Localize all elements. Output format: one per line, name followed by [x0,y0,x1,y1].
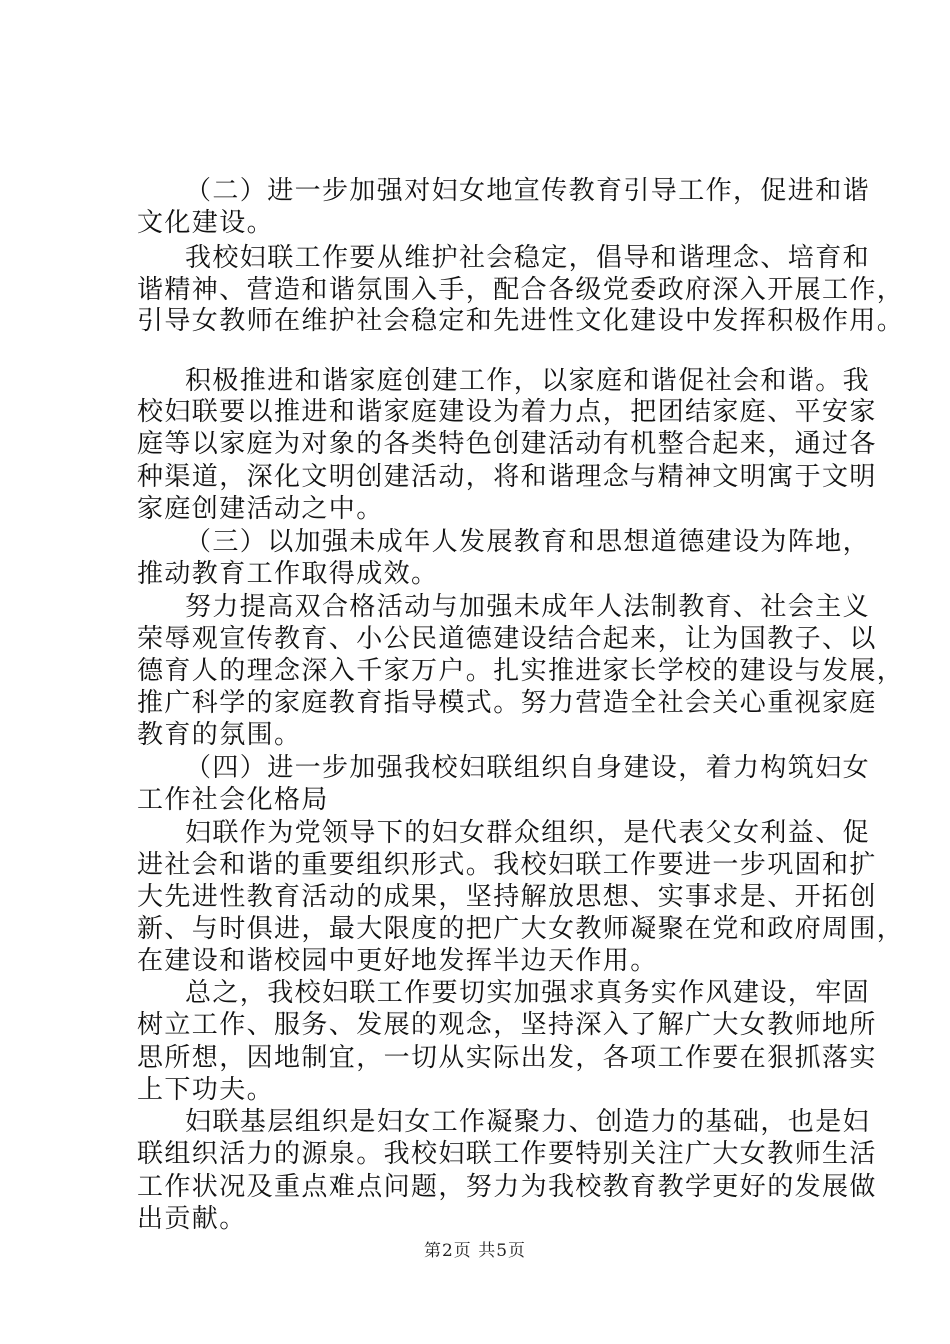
text-line: 总之，我校妇联工作要切实加强求真务实作风建设，牢固 [185,978,871,1008]
text-line: 树立工作、服务、发展的观念，坚持深入了解广大女教师地所 [137,1010,877,1040]
text-line: 出贡献。 [137,1204,247,1234]
text-line: 荣辱观宣传教育、小公民道德建设结合起来，让为国教子、以 [137,624,877,654]
text-line: （二）进一步加强对妇女地宣传教育引导工作，促进和谐 [185,176,871,206]
text-line: 大先进性教育活动的成果，坚持解放思想、实事求是、开拓创 [137,882,877,912]
text-line: 思所想，因地制宜，一切从实际出发，各项工作要在狠抓落实 [137,1043,877,1073]
text-line: 进社会和谐的重要组织形式。我校妇联工作要进一步巩固和扩 [137,850,877,880]
text-line: （四）进一步加强我校妇联组织自身建设，着力构筑妇女 [185,753,871,783]
text-line: 积极推进和谐家庭创建工作，以家庭和谐促社会和谐。我 [185,366,871,396]
text-line: 工作社会化格局 [137,785,329,815]
text-line: 我校妇联工作要从维护社会稳定，倡导和谐理念、培育和 [185,243,871,273]
text-line: 在建设和谐校园中更好地发挥半边天作用。 [137,946,658,976]
text-line: 上下功夫。 [137,1075,275,1105]
text-line: 推广科学的家庭教育指导模式。努力营造全社会关心重视家庭 [137,688,877,718]
text-line: 工作状况及重点难点问题，努力为我校教育教学更好的发展做 [137,1172,877,1202]
text-line: 种渠道，深化文明创建活动，将和谐理念与精神文明寓于文明 [137,462,877,492]
text-line: （三）以加强未成年人发展教育和思想道德建设为阵地， [185,527,871,557]
text-line: 引导女教师在维护社会稳定和先进性文化建设中发挥积极作用。 [137,306,905,336]
text-line: 联组织活力的源泉。我校妇联工作要特别关注广大女教师生活 [137,1139,877,1169]
page-number-footer: 第2页 共5页 [423,1241,527,1261]
text-line: 校妇联要以推进和谐家庭建设为着力点，把团结家庭、平安家 [137,397,877,427]
text-line: 妇联作为党领导下的妇女群众组织，是代表父女利益、促 [185,818,871,848]
text-line: 谐精神、营造和谐氛围入手，配合各级党委政府深入开展工作， [137,275,905,305]
text-line: 教育的氛围。 [137,720,302,750]
text-line: 家庭创建活动之中。 [137,494,384,524]
text-line: 推动教育工作取得成效。 [137,559,439,589]
text-line: 庭等以家庭为对象的各类特色创建活动有机整合起来，通过各 [137,429,877,459]
text-line: 德育人的理念深入千家万户。扎实推进家长学校的建设与发展， [137,656,905,686]
text-line: 妇联基层组织是妇女工作凝聚力、创造力的基础，也是妇 [185,1107,871,1137]
text-line: 新、与时俱进，最大限度的把广大女教师凝聚在党和政府周围， [137,914,905,944]
text-line: 文化建设。 [137,208,275,238]
text-line: 努力提高双合格活动与加强未成年人法制教育、社会主义 [185,592,871,622]
